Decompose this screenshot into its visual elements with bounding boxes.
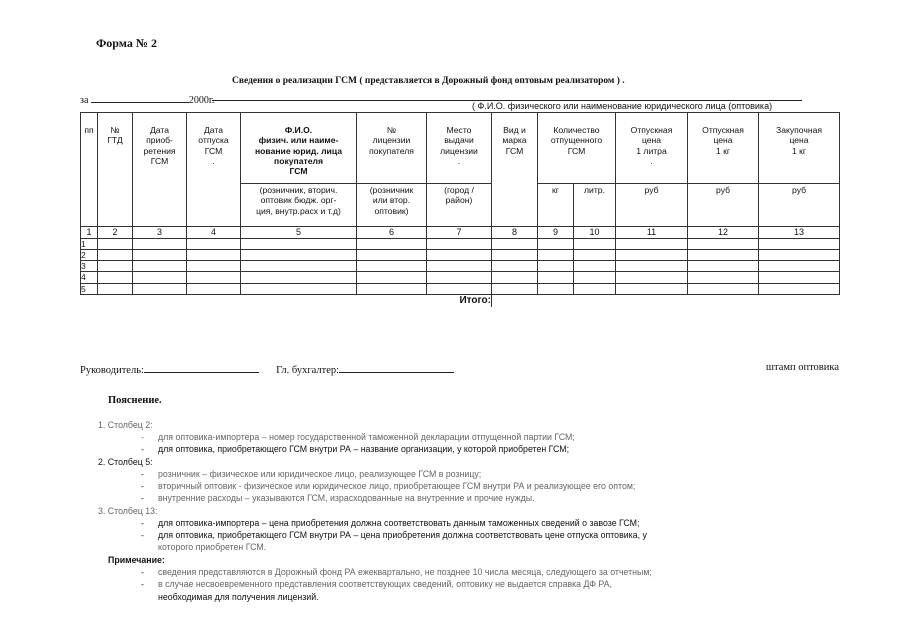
column-number: 1 — [81, 227, 98, 239]
table-cell[interactable] — [688, 261, 759, 272]
signature-row — [80, 362, 840, 376]
column-number: 5 — [241, 227, 357, 239]
column-number: 13 — [759, 227, 840, 239]
table-cell[interactable] — [574, 249, 616, 260]
form-title: Форма № 2 — [96, 36, 157, 50]
column-number: 12 — [688, 227, 759, 239]
table-cell[interactable] — [759, 249, 840, 260]
note-col5-a: розничник – физическое или юридическое лицо, реализующее ГСМ в розницу; — [158, 469, 482, 479]
table-cell[interactable] — [187, 261, 241, 272]
column-number: 8 — [492, 227, 538, 239]
table-row — [81, 261, 840, 272]
column-number: 7 — [427, 227, 492, 239]
row-number: 2 — [81, 249, 98, 260]
table-cell[interactable] — [616, 249, 688, 260]
col-header-price-kg: Отпускная цена 1 кг — [688, 113, 759, 184]
col-header-license-place: Место выдачи лицензии . — [427, 113, 492, 184]
note-col2-title: 1. Столбец 2: — [98, 420, 153, 430]
table-cell[interactable] — [538, 249, 574, 260]
bullet-dash: - — [141, 493, 144, 503]
remark-title: Примечание: — [108, 555, 165, 565]
table-cell[interactable] — [538, 238, 574, 249]
note-col2-b: для оптовика, приобретающего ГСМ внутри РА – название организации, у которой приобретен ГСМ; — [158, 444, 570, 454]
table-cell[interactable] — [133, 249, 187, 260]
period-prefix: за — [80, 95, 89, 106]
col-header-gtd: № ГТД — [98, 113, 133, 227]
note-col2-a: для оптовика-импортера – номер государственной таможенной декларации отпущенной партии ГСМ; — [158, 432, 575, 442]
period-year: 2000г. — [188, 95, 215, 106]
table-cell[interactable] — [688, 272, 759, 283]
note-col5-title: 2. Столбец 5: — [98, 457, 153, 467]
table-cell[interactable] — [241, 249, 357, 260]
accountant-label: Гл. бухгалтер: — [276, 365, 340, 376]
director-label: Руководитель: — [80, 365, 144, 376]
row-number: 5 — [81, 283, 98, 294]
table-cell[interactable] — [574, 261, 616, 272]
table-cell[interactable] — [133, 283, 187, 294]
table-cell[interactable] — [133, 238, 187, 249]
table-cell[interactable] — [133, 272, 187, 283]
total-blank — [492, 294, 840, 307]
col-header-price-liter: Отпускная цена 1 литра . — [616, 113, 688, 184]
table-cell[interactable] — [427, 272, 492, 283]
table-cell[interactable] — [427, 249, 492, 260]
bullet-dash: - — [141, 518, 144, 528]
table-cell[interactable] — [187, 249, 241, 260]
remark-b2: необходимая для получения лицензий. — [158, 592, 319, 602]
subheader-kg: кг — [538, 184, 574, 227]
table-cell[interactable] — [427, 261, 492, 272]
column-number: 9 — [538, 227, 574, 239]
bullet-dash: - — [141, 444, 144, 454]
table-cell[interactable] — [616, 238, 688, 249]
table-cell[interactable] — [759, 238, 840, 249]
col-header-buyer-name: Ф.И.О. физич. или наиме- нование юрид. лица покупателя ГСМ — [241, 113, 357, 184]
bullet-dash: - — [141, 432, 144, 442]
table-cell[interactable] — [616, 272, 688, 283]
column-number: 10 — [574, 227, 616, 239]
table-cell[interactable] — [187, 283, 241, 294]
bullet-dash: - — [141, 567, 144, 577]
column-number: 11 — [616, 227, 688, 239]
row-number: 1 — [81, 238, 98, 249]
column-number: 6 — [357, 227, 427, 239]
period-blank — [91, 92, 189, 103]
table-cell[interactable] — [574, 283, 616, 294]
table-cell[interactable] — [574, 238, 616, 249]
document-title: Сведения о реализации ГСМ ( представляется в Дорожный фонд оптовым реализатором ) . — [232, 76, 625, 86]
table-cell[interactable] — [492, 261, 538, 272]
bullet-dash: - — [141, 481, 144, 491]
remark-a: сведения представляются в Дорожный фонд РА ежеквартально, не позднее 10 числа месяца, следующего за отчетным; — [158, 567, 652, 577]
table-cell[interactable] — [241, 238, 357, 249]
note-col5-b: вторичный оптовик - физическое или юридическое лицо, приобретающее ГСМ внутри РА и реализующее его оптом; — [158, 481, 636, 491]
note-col13-title: 3. Столбец 13: — [98, 506, 158, 516]
table-cell[interactable] — [241, 272, 357, 283]
table-cell[interactable] — [492, 238, 538, 249]
table-cell[interactable] — [688, 249, 759, 260]
table-cell[interactable] — [357, 272, 427, 283]
table-cell[interactable] — [241, 283, 357, 294]
subheader-place: (город / район) — [427, 184, 492, 227]
table-cell[interactable] — [98, 249, 133, 260]
total-label: Итого: — [81, 294, 492, 307]
subheader-liters: литр. — [574, 184, 616, 227]
table-row — [81, 249, 840, 260]
row-number: 3 — [81, 261, 98, 272]
table-cell[interactable] — [357, 238, 427, 249]
table-cell[interactable] — [98, 272, 133, 283]
remark-b1: в случае несвоевременного представления соответствующих сведений, оптовику не выдается справка ДФ РА, — [158, 579, 612, 589]
table-cell[interactable] — [98, 261, 133, 272]
col-header-purchase-date: Дата приоб- ретения ГСМ — [133, 113, 187, 227]
stamp-label: штамп оптовика — [765, 362, 839, 373]
table-cell[interactable] — [688, 238, 759, 249]
bullet-dash: - — [141, 469, 144, 479]
column-number: 2 — [98, 227, 133, 239]
note-col13-b1: для оптовика, приобретающего ГСМ внутри РА – цена приобретения должна соответствовать цене отпуска оптовика, у — [158, 530, 647, 540]
total-row — [81, 294, 840, 307]
sales-table — [80, 112, 840, 307]
table-cell[interactable] — [759, 272, 840, 283]
table-cell[interactable] — [427, 238, 492, 249]
column-number: 4 — [187, 227, 241, 239]
table-cell[interactable] — [357, 249, 427, 260]
column-numbers-row — [81, 227, 840, 239]
row-number: 4 — [81, 272, 98, 283]
table-cell[interactable] — [538, 283, 574, 294]
subheader-rub-kg: руб — [688, 184, 759, 227]
col-header-license-no: № лицензии покупателя — [357, 113, 427, 184]
director-signature-line[interactable] — [144, 362, 259, 373]
bullet-dash: - — [141, 530, 144, 540]
col-header-quantity: Количество отпущенного ГСМ — [538, 113, 616, 184]
table-cell[interactable] — [492, 272, 538, 283]
table-cell[interactable] — [492, 249, 538, 260]
table-cell[interactable] — [759, 261, 840, 272]
table-cell[interactable] — [574, 272, 616, 283]
table-cell[interactable] — [492, 283, 538, 294]
subheader-license-type: (розничник или втор. оптовик) — [357, 184, 427, 227]
subheader-buyer-type: (розничник, вторич. оптовик бюдж. орг- ция, внутр.расх и т.д) — [241, 184, 357, 227]
table-row — [81, 272, 840, 283]
subheader-rub-liter: руб — [616, 184, 688, 227]
period-line — [80, 92, 214, 106]
table-row — [81, 238, 840, 249]
note-col13-a: для оптовика-импортера – цена приобретения должна соответствовать данным таможенных сведений о завозе ГСМ; — [158, 518, 640, 528]
col-header-pp: пп — [81, 113, 98, 227]
table-cell[interactable] — [427, 283, 492, 294]
table-cell[interactable] — [187, 238, 241, 249]
accountant-signature-line[interactable] — [339, 362, 454, 373]
table-cell[interactable] — [688, 283, 759, 294]
table-cell[interactable] — [357, 283, 427, 294]
table-cell[interactable] — [357, 261, 427, 272]
table-cell[interactable] — [98, 238, 133, 249]
note-col13-b2: которого приобретен ГСМ. — [158, 542, 267, 552]
note-col5-c: внутренние расходы – указываются ГСМ, израсходованные на внутренние и прочие нужды. — [158, 493, 535, 503]
bullet-dash: - — [141, 579, 144, 589]
table-cell[interactable] — [98, 283, 133, 294]
table-cell[interactable] — [241, 261, 357, 272]
table-cell[interactable] — [538, 272, 574, 283]
table-cell[interactable] — [616, 261, 688, 272]
table-cell[interactable] — [759, 283, 840, 294]
org-caption: ( Ф.И.О. физического или наименование юридического лица (оптовика) — [472, 101, 773, 111]
column-number: 3 — [133, 227, 187, 239]
table-cell[interactable] — [187, 272, 241, 283]
table-cell[interactable] — [538, 261, 574, 272]
table-row — [81, 283, 840, 294]
col-header-fuel-type: Вид и марка ГСМ — [492, 113, 538, 227]
header-row — [81, 113, 840, 184]
explanation-title: Пояснение. — [108, 395, 162, 406]
subheader-rub-purchase: руб — [759, 184, 840, 227]
table-cell[interactable] — [133, 261, 187, 272]
table-cell[interactable] — [616, 283, 688, 294]
col-header-release-date: Дата отпуска ГСМ . — [187, 113, 241, 227]
col-header-purchase-price: Закупочная цена 1 кг — [759, 113, 840, 184]
